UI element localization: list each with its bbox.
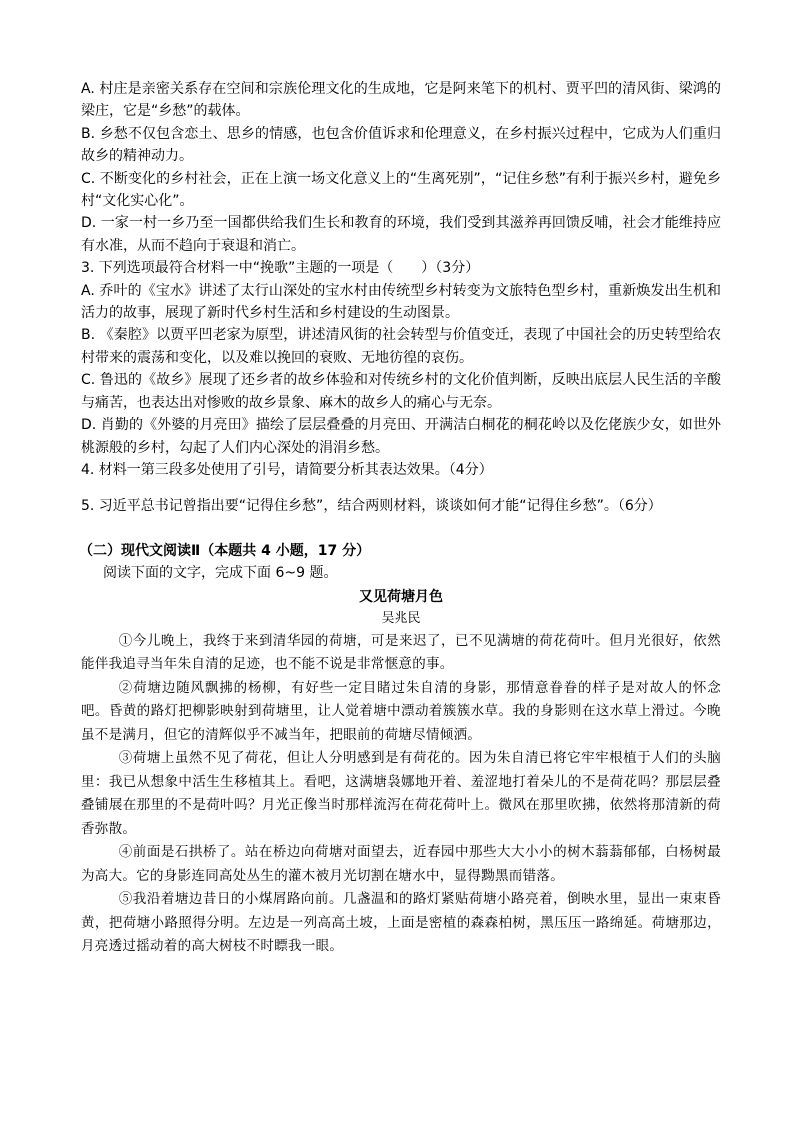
essay-title: 又见荷塘月色: [359, 588, 443, 605]
essay-body: [81, 630, 721, 959]
option-3a[interactable]: A. 乔叶的《宝水》讲述了太行山深处的宝水村由传统型乡村转变为文旅特色型乡村，重新焕发出生机和活力的故事，展现了新时代乡村生活和乡村建设的生动图景。: [81, 282, 721, 322]
option-2c[interactable]: C. 不断变化的乡村社会，正在上演一场文化意义上的“生离死别”，“记住乡愁”有利于振兴乡村，避免乡村“文化实心化”。: [81, 170, 721, 210]
question-4: 4. 材料一第三段多处使用了引号，请简要分析其表达效果。（4分）: [81, 461, 493, 478]
essay-paragraph-2: ②荷塘边随风飘拂的杨柳，有好些一定目睹过朱自清的身影，那情意眷眷的样子是对故人的怀念吧。昏黄的路灯把柳影映射到荷塘里，让人觉着塘中漂动着簇簇水草。我的身影则在这水草上滑过。今晚虽不是满月，但它的清辉似乎不减当年，把眼前的荷塘尽情倾洒。: [81, 679, 721, 743]
option-3d[interactable]: D. 肖勤的《外婆的月亮田》描绘了层层叠叠的月亮田、开满洁白桐花的桐花岭以及仡佬族少女，如世外桃源般的乡村，勾起了人们内心深处的涓涓乡愁。: [81, 417, 721, 456]
option-3b[interactable]: B. 《秦腔》以贾平凹老家为原型，讲述清风街的社会转型与价值变迁，表现了中国社会的历史转型给农村带来的震荡和变化，以及难以挽回的衰败、无地彷徨的哀伤。: [81, 327, 721, 366]
essay-paragraph-4: ④前面是石拱桥了。站在桥边向荷塘对面望去，近春园中那些大大小小的树木蓊蓊郁郁，白杨树最为高大。它的身影连同高处丛生的灌木被月光切割在塘水中，显得黝黑而错落。: [81, 844, 721, 884]
essay-paragraph-3: ③荷塘上虽然不见了荷花，但让人分明感到是有荷花的。因为朱自清已将它牢牢根植于人们的头脑里：我已从想象中活生生移植其上。看吧，这满塘袅娜地开着、羞涩地打着朵儿的不是荷花吗？那层层叠叠铺展在那里的不是荷叶吗？月光正像当时那样流泻在荷花荷叶上。微风在那里吹拂，依然将那清新的荷香弥散。: [81, 750, 721, 837]
essay-paragraph-5: ⑤我沿着塘边昔日的小煤屑路向前。几盏温和的路灯紧贴荷塘小路亮着，倒映水里，显出一束束昏黄，把荷塘小路照得分明。左边是一列高高土坡，上面是密植的森森柏树，黑压压一路绵延。荷塘那边，月亮透过摇动着的高大树枝不时瞟我一眼。: [81, 891, 721, 955]
question-3: 3. 下列选项最符合材料一中“挽歌”主题的一项是（ ）（3分）: [81, 260, 480, 277]
option-3c[interactable]: C. 鲁迅的《故乡》展现了还乡者的故乡体验和对传统乡村的文化价值判断，反映出底层人民生活的辛酸与痛苦，也表达出对惨败的故乡景象、麻木的故乡人的痛心与无奈。: [81, 372, 721, 411]
option-2a[interactable]: A. 村庄是亲密关系存在空间和宗族伦理文化的生成地，它是阿来笔下的机村、贾平凹的清风街、梁鸿的梁庄，它是“乡愁”的载体。: [81, 81, 721, 120]
essay-author: 吴兆民: [381, 610, 421, 626]
essay-paragraph-1: ①今儿晚上，我终于来到清华园的荷塘，可是来迟了，已不见满塘的荷花荷叶。但月光很好，依然能伴我追寻当年朱自清的足迹，也不能不说是非常惬意的事。: [81, 632, 721, 673]
page-content: [81, 78, 721, 959]
option-2d[interactable]: D. 一家一村一乡乃至一国都供给我们生长和教育的环境，我们受到其滋养再回馈反哺，社会才能维持应有水准，从而不趋向于衰退和消亡。: [81, 215, 721, 254]
reading-instruction: 阅读下面的文字，完成下面 6~9 题。: [103, 564, 338, 581]
question-5: 5. 习近平总书记曾指出要“记得住乡愁”，结合两则材料，谈谈如何才能“记得住乡愁”。（6分）: [81, 498, 662, 515]
option-2b[interactable]: B. 乡愁不仅包含恋土、思乡的情感，也包含价值诉求和伦理意义，在乡村振兴过程中，它成为人们重归故乡的精神动力。: [81, 125, 721, 165]
section-title: （二）现代文阅读Ⅱ（本题共 4 小题，17 分）: [79, 542, 371, 559]
